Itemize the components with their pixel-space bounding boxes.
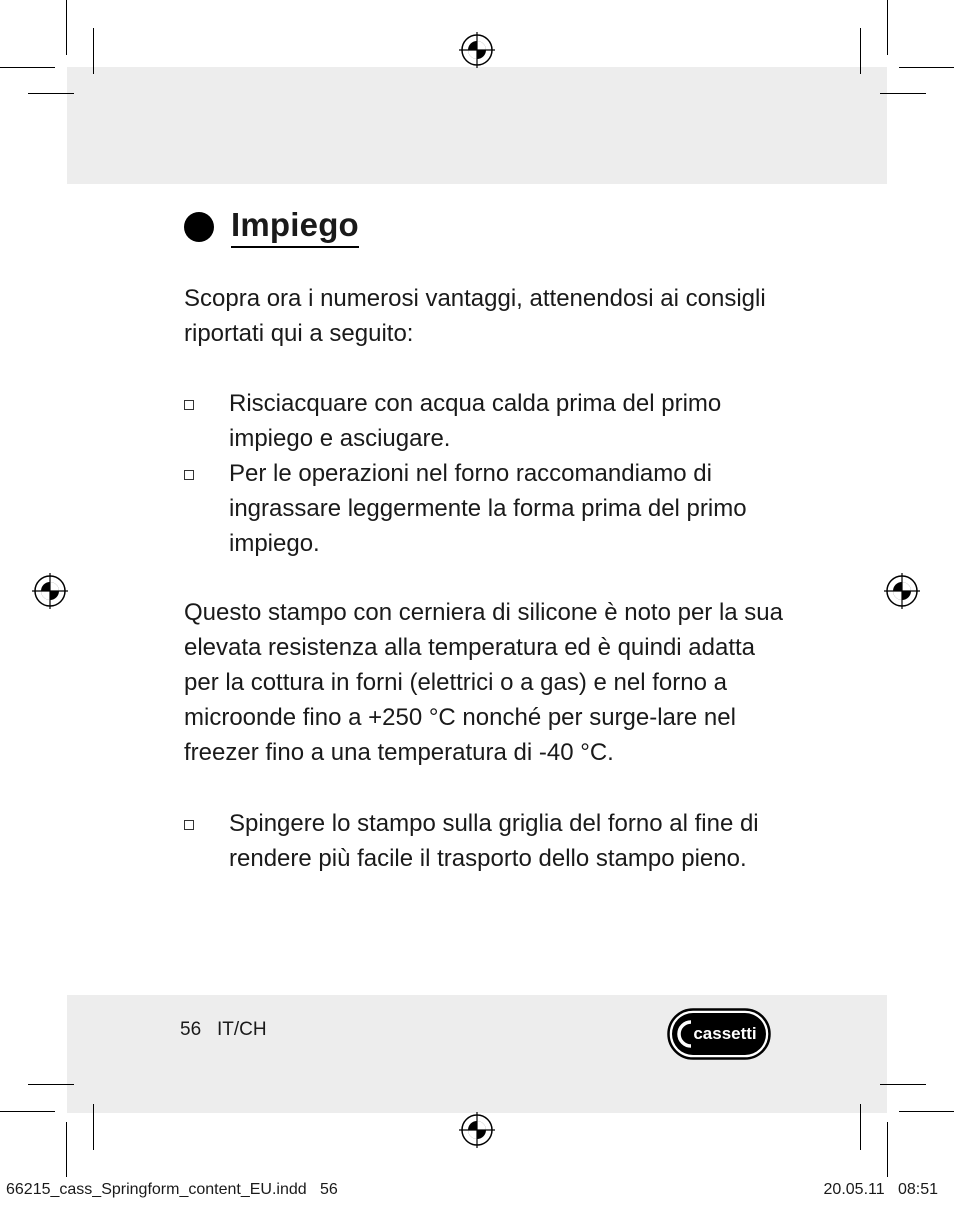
registration-mark-icon <box>884 573 920 609</box>
crop-mark <box>887 1122 888 1177</box>
list-item-text: Per le operazioni nel forno raccomandiamo di ingrassare leggermente la forma prima del primo impiego. <box>229 460 747 557</box>
list-item-text: Spingere lo stampo sulla griglia del forno al fine di rendere più facile il trasporto dello stampo pieno. <box>229 810 759 872</box>
bullet-dot-icon <box>184 212 214 242</box>
body-paragraph: Questo stampo con cerniera di silicone è noto per la sua elevata resistenza alla temperatura ed è quindi adatta per la cottura in forni (elettrici o a gas) e nel forno a microonde fino a +250 °C nonché per surge-lare nel freezer fino a una temperatura di -40 °C. <box>184 599 784 766</box>
header-band <box>67 67 887 184</box>
crop-mark <box>66 0 67 55</box>
crop-mark <box>93 28 94 74</box>
list-item <box>184 806 794 876</box>
crop-mark <box>880 1084 926 1085</box>
crop-mark <box>0 67 55 68</box>
list-item <box>184 456 794 561</box>
crop-mark <box>860 28 861 74</box>
crop-mark <box>66 1122 67 1177</box>
crop-mark <box>28 93 74 94</box>
logo-text: cassetti <box>693 1024 757 1043</box>
section-title: Impiego <box>231 205 359 248</box>
print-slug-timestamp: 20.05.11 08:51 <box>823 1181 938 1198</box>
checkbox-empty-icon <box>184 820 194 830</box>
crop-mark <box>28 1084 74 1085</box>
crop-mark <box>880 93 926 94</box>
page-number: 56 <box>180 1019 202 1040</box>
crop-mark <box>860 1104 861 1150</box>
checkbox-empty-icon <box>184 400 194 410</box>
crop-mark <box>93 1104 94 1150</box>
intro-paragraph: Scopra ora i numerosi vantaggi, attenendosi ai consigli riportati qui a seguito: <box>184 285 766 347</box>
list-item-text: Risciacquare con acqua calda prima del primo impiego e asciugare. <box>229 390 722 452</box>
locale-label: IT/CH <box>216 1019 267 1040</box>
list-item <box>184 386 794 456</box>
crop-mark <box>887 0 888 55</box>
registration-mark-icon <box>32 573 68 609</box>
crop-mark <box>0 1111 55 1112</box>
registration-mark-icon <box>459 32 495 68</box>
print-slug-file: 66215_cass_Springform_content_EU.indd 56 <box>6 1181 338 1198</box>
section-heading <box>184 205 359 248</box>
registration-mark-icon <box>459 1112 495 1148</box>
checkbox-empty-icon <box>184 470 194 480</box>
cassetti-logo <box>667 1008 771 1060</box>
page-footer <box>180 1019 267 1041</box>
crop-mark <box>899 67 954 68</box>
crop-mark <box>899 1111 954 1112</box>
